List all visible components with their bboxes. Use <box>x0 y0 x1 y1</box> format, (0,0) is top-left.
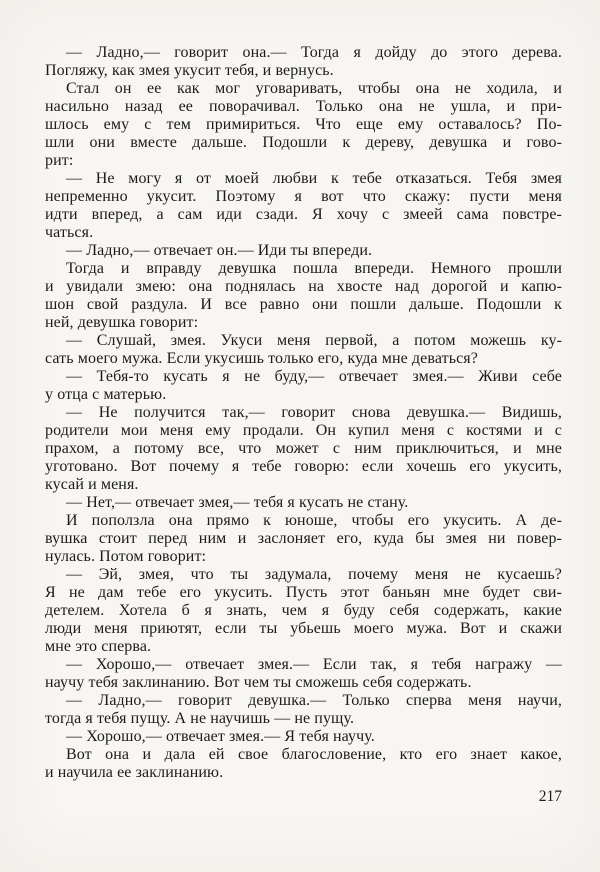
text-line: родители мои меня ему продали. Он купил меня с костями и с <box>45 422 562 439</box>
text-line: насильно назад ее поворачивал. Только она не ушла, и при- <box>45 98 562 115</box>
text-line: — Слушай, змея. Укуси меня первой, а потом можешь ку- <box>66 332 562 349</box>
text-line: мне это сперва. <box>45 638 152 655</box>
text-line: — Ладно,— отвечает он.— Иди ты впереди. <box>66 242 373 259</box>
text-line: тогда я тебя пущу. А не научишь — не пущу. <box>45 710 355 727</box>
text-line: — Ладно,— говорит она.— Тогда я дойду до этого дерева. <box>66 44 562 61</box>
text-line: сать моего мужа. Если укусишь только его, куда мне деваться? <box>45 350 478 367</box>
page-text <box>45 44 562 782</box>
text-line: — Не получится так,— говорит снова девушка.— Видишь, <box>66 404 562 421</box>
text-line: люди меня приютят, если ты убьешь моего мужа. Вот и скажи <box>45 620 562 637</box>
page-number: 217 <box>538 788 562 805</box>
text-line: — Не могу я от моей любви к тебе отказаться. Тебя змея <box>66 170 562 187</box>
text-line: — Хорошо,— отвечает змея.— Я тебя научу. <box>66 728 375 745</box>
text-line: вушка стоит перед ним и заслоняет его, куда бы змея ни повер- <box>45 530 562 547</box>
text-line: чаться. <box>45 224 94 241</box>
text-line: и научила ее заклинанию. <box>45 764 224 781</box>
text-line: — Хорошо,— отвечает змея.— Если так, я тебя награжу — <box>66 656 562 673</box>
text-line: Погляжу, как змея укусит тебя, и вернусь. <box>45 62 334 79</box>
text-line: — Ладно,— говорит девушка.— Только сперва меня научи, <box>66 692 562 709</box>
text-line: научу тебя заклинанию. Вот чем ты сможешь себя содержать. <box>45 674 472 691</box>
text-line: Я не дам тебе его укусить. Пусть этот баньян мне будет сви- <box>45 584 562 601</box>
text-line: Вот она и дала ей свое благословение, кто его знает какое, <box>66 746 562 763</box>
text-line: шли они вместе дальше. Подошли к дереву, девушка и гово- <box>45 134 562 151</box>
text-line: — Тебя-то кусать я не буду,— отвечает змея.— Живи себе <box>66 368 562 385</box>
text-line: шлось ему с тем примириться. Что еще ему оставалось? По- <box>45 116 562 133</box>
text-line: Тогда и вправду девушка пошла впереди. Немного прошли <box>66 260 562 277</box>
text-line: кусай и меня. <box>45 476 139 493</box>
text-line: идти вперед, а сам иди сзади. Я хочу с змеей сама повстре- <box>45 206 562 223</box>
text-line: Стал он ее как мог уговаривать, чтобы она не ходила, и <box>66 80 562 97</box>
text-line: и увидали змею: она поднялась на хвосте над дорогой и капю- <box>45 278 562 295</box>
text-line: прахом, а потому все, что может с ним приключиться, и мне <box>45 440 562 457</box>
text-line: — Нет,— отвечает змея,— тебя я кусать не стану. <box>66 494 409 511</box>
text-line: И поползла она прямо к юноше, чтобы его укусить. А де- <box>66 512 562 529</box>
text-line: непременно укусит. Поэтому я вот что скажу: пусти меня <box>45 188 562 205</box>
text-line: рит: <box>45 152 74 169</box>
text-line: у отца с матерью. <box>45 386 167 403</box>
text-line: уготовано. Вот почему я тебе говорю: если хочешь его укусить, <box>45 458 562 475</box>
text-line: ней, девушка говорит: <box>45 314 199 331</box>
text-line: шон свой раздула. И все равно они пошли дальше. Подошли к <box>45 296 562 313</box>
text-line: — Эй, змея, что ты задумала, почему меня не кусаешь? <box>66 566 562 583</box>
text-line: детелем. Хотела б я знать, чем я буду себя содержать, какие <box>45 602 562 619</box>
text-line: нулась. Потом говорит: <box>45 548 207 565</box>
